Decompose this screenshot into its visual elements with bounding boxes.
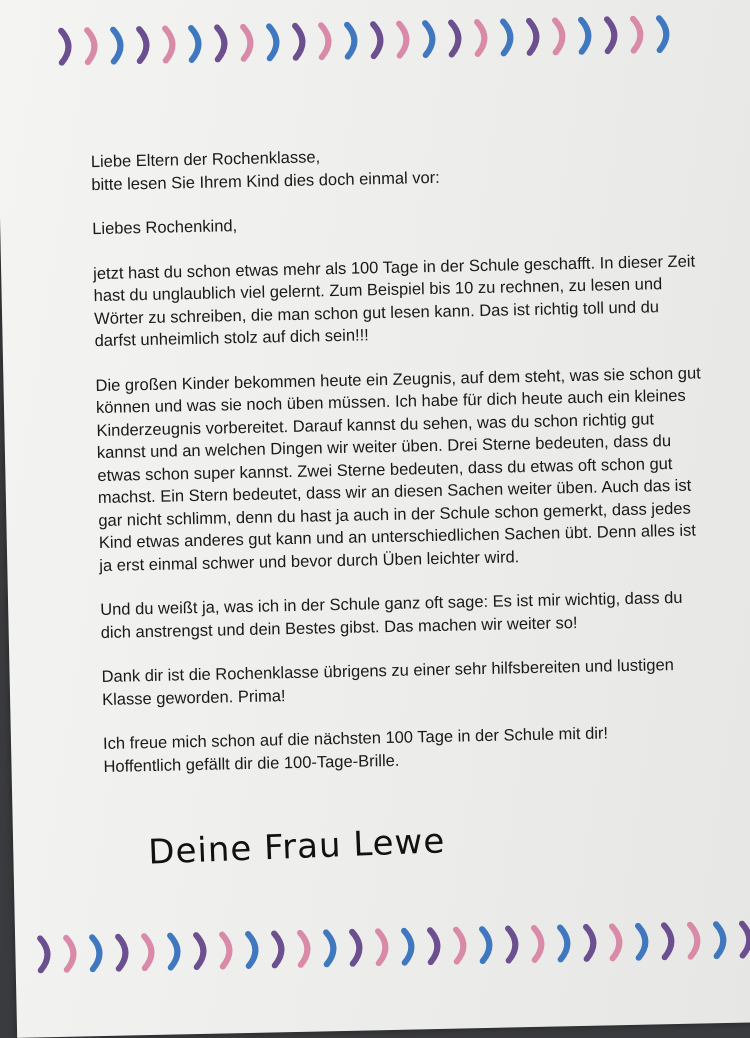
chevron-icon (524, 18, 547, 56)
chevron-icon (347, 928, 370, 966)
chevron-icon (659, 922, 682, 960)
chevron-icon (550, 17, 573, 55)
chevron-icon (139, 933, 162, 971)
chevron-icon (191, 932, 214, 970)
chevron-icon (186, 25, 209, 63)
chevron-icon (711, 921, 734, 959)
salutation: Liebes Rochenkind, (92, 217, 238, 239)
chevron-icon (368, 21, 391, 59)
chevron-icon (160, 25, 183, 63)
chevron-icon (212, 24, 235, 62)
paragraph-1: jetzt hast du schon etwas mehr als 100 Tage in der Schule geschafft. In dieser Zeit hast du unglaublich viel gelernt. Zum Beispiel bis 10 zu rechnen, zu lesen und Wörter zu schreiben, die man schon gut lesen kann. Das ist richtig toll und du darfst unheimlich stolz auf dich sein!!! (93, 251, 696, 351)
chevron-icon (316, 22, 339, 60)
chevron-icon (373, 928, 396, 966)
letter-body (91, 138, 714, 778)
chevron-icon (165, 932, 188, 970)
chevron-icon (633, 922, 656, 960)
chevron-icon (399, 927, 422, 965)
chevron-icon (685, 921, 708, 959)
chevron-icon (654, 15, 677, 53)
chevron-icon (108, 26, 131, 64)
chevron-icon (342, 21, 365, 59)
chevron-icon (56, 27, 79, 65)
chevron-icon (581, 924, 604, 962)
chevron-icon (602, 16, 625, 54)
chevron-icon (238, 24, 261, 62)
chevron-icon (35, 935, 58, 973)
top-chevron-border (56, 12, 677, 69)
chevron-icon (113, 933, 136, 971)
chevron-icon (321, 929, 344, 967)
chevron-icon (290, 22, 313, 60)
chevron-icon (269, 930, 292, 968)
paragraph-2: Die großen Kinder bekommen heute ein Zeugnis, auf dem steht, was sie schon gut können und was sie noch üben müssen. Ich habe für dich heute auch ein kleines Kinderzeugnis vorbereitet. Darauf kannst du sehen, was du schon richtig gut kannst und an welchen Dingen wir weiter üben. Drei Sterne bedeuten, dass du etwas schon super kannst. Zwei Sterne bedeuten, dass du etwas oft schon gut machst. Ein Stern bedeutet, dass wir an diesen Sachen weiter üben. Auch das ist gar nicht schlimm, denn du hast ja auch in der Schule schon gemerkt, dass jedes Kind etwas anderes gut kann und an unterschiedlichen Sachen übt. Denn alles ist ja erst einmal schwer und bevor durch Üben leichter wird. (95, 363, 701, 575)
chevron-icon (134, 26, 157, 64)
chevron-icon (607, 923, 630, 961)
chevron-icon (420, 20, 443, 58)
chevron-icon (576, 16, 599, 54)
chevron-icon (498, 18, 521, 56)
chevron-icon (503, 925, 526, 963)
chevron-icon (628, 15, 651, 53)
chevron-icon (555, 924, 578, 962)
chevron-icon (243, 931, 266, 969)
chevron-icon (394, 20, 417, 58)
chevron-icon (217, 931, 240, 969)
greeting-line-2: bitte lesen Sie Ihrem Kind dies doch einmal vor: (91, 168, 440, 194)
paragraph-3: Und du weißt ja, was ich in der Schule ganz oft sage: Es ist mir wichtig, dass du dich anstrengst und dein Bestes gibst. Das machen wir weiter so! (100, 588, 683, 642)
chevron-icon (87, 934, 110, 972)
chevron-icon (264, 23, 287, 61)
chevron-icon (82, 27, 105, 65)
chevron-icon (477, 926, 500, 964)
handwritten-signature: Deine Frau Lewe (147, 821, 446, 873)
chevron-icon (425, 927, 448, 965)
chevron-icon (737, 920, 750, 958)
chevron-icon (61, 934, 84, 972)
chevron-icon (446, 19, 469, 57)
paragraph-4: Dank dir ist die Rochenklasse übrigens zu einer sehr hilfsbereiten und lustigen Klasse geworden. Prima! (101, 656, 675, 709)
closing-line-1: Ich freue mich schon auf die nächsten 100 Tage in der Schule mit dir! (102, 724, 609, 753)
greeting-line-1: Liebe Eltern der Rochenklasse, (90, 148, 321, 172)
bottom-chevron-border (35, 917, 750, 976)
chevron-icon (529, 925, 552, 963)
chevron-icon (472, 19, 495, 57)
chevron-icon (451, 926, 474, 964)
closing-line-2: Hoffentlich gefällt dir die 100-Tage-Brille. (103, 751, 400, 776)
chevron-icon (295, 930, 318, 968)
